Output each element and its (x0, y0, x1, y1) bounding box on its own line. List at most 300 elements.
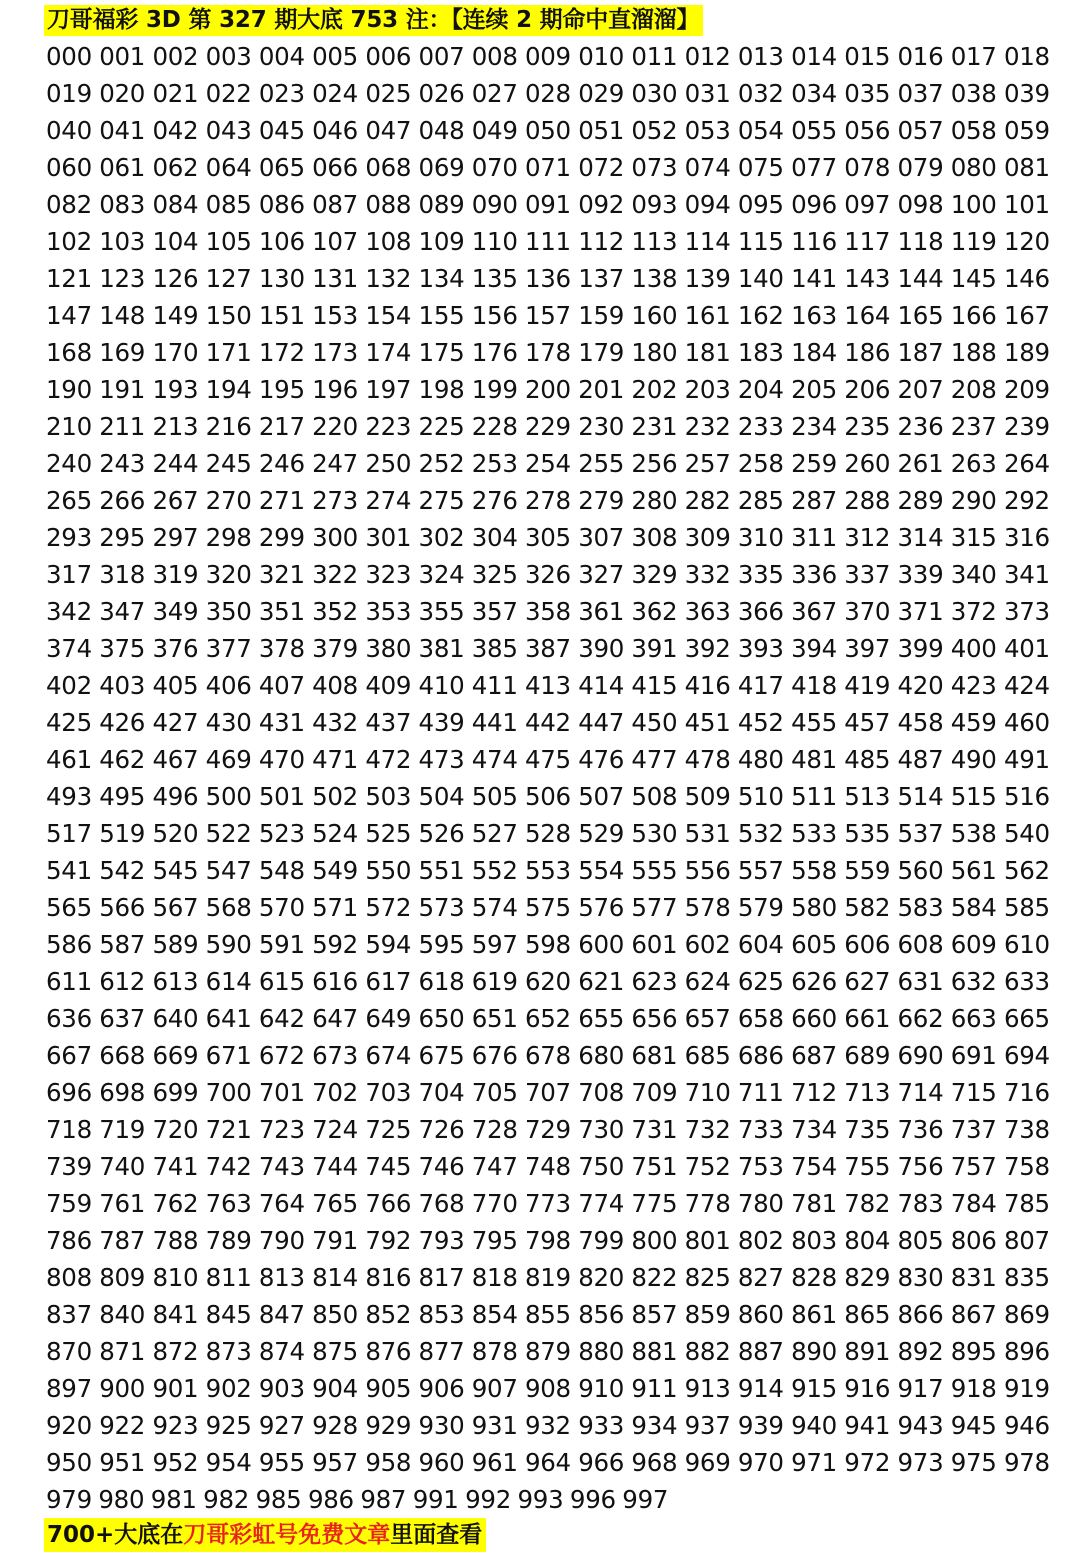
number-entry: 891 (844, 1337, 891, 1366)
number-entry: 500 (205, 782, 252, 811)
number-entry: 257 (684, 449, 731, 478)
number-entry: 811 (205, 1263, 252, 1292)
number-entry: 021 (152, 79, 199, 108)
number-entry: 059 (1003, 116, 1050, 145)
number-entry: 553 (524, 856, 571, 885)
number-entry: 347 (99, 597, 146, 626)
number-entry: 916 (844, 1374, 891, 1403)
number-entry: 878 (471, 1337, 518, 1366)
number-entry: 594 (365, 930, 412, 959)
number-entry: 800 (631, 1226, 678, 1255)
number-entry: 314 (897, 523, 944, 552)
number-entry: 755 (844, 1152, 891, 1181)
number-entry: 704 (418, 1078, 465, 1107)
number-entry: 151 (258, 301, 305, 330)
number-entry: 881 (631, 1337, 678, 1366)
number-entry: 747 (471, 1152, 518, 1181)
number-entry: 083 (99, 190, 146, 219)
number-entry: 752 (684, 1152, 731, 1181)
number-entry: 576 (578, 893, 625, 922)
number-entry: 392 (684, 634, 731, 663)
number-entry: 743 (258, 1152, 305, 1181)
number-entry: 993 (517, 1485, 564, 1514)
number-entry: 410 (418, 671, 465, 700)
number-entry: 126 (152, 264, 199, 293)
number-entry: 037 (897, 79, 944, 108)
number-entry: 740 (99, 1152, 146, 1181)
number-entry: 707 (524, 1078, 571, 1107)
number-entry: 923 (152, 1411, 199, 1440)
number-entry: 246 (258, 449, 305, 478)
number-entry: 101 (1003, 190, 1050, 219)
number-entry: 560 (897, 856, 944, 885)
number-entry: 487 (897, 745, 944, 774)
number-entry: 204 (737, 375, 784, 404)
number-entry: 733 (737, 1115, 784, 1144)
number-entry: 402 (46, 671, 92, 700)
number-entry: 103 (99, 227, 146, 256)
number-entry: 911 (631, 1374, 678, 1403)
number-entry: 511 (791, 782, 837, 811)
number-entry: 906 (418, 1374, 465, 1403)
number-entry: 009 (524, 42, 571, 71)
number-entry: 239 (1003, 412, 1050, 441)
number-entry: 138 (631, 264, 678, 293)
number-entry: 459 (950, 708, 997, 737)
number-entry: 376 (152, 634, 199, 663)
number-entry: 665 (1003, 1004, 1050, 1033)
number-entry: 825 (684, 1263, 731, 1292)
number-row (46, 556, 1050, 593)
number-entry: 723 (258, 1115, 305, 1144)
number-entry: 640 (152, 1004, 199, 1033)
number-entry: 372 (950, 597, 997, 626)
number-entry: 901 (152, 1374, 199, 1403)
number-entry: 934 (631, 1411, 678, 1440)
number-entry: 754 (791, 1152, 837, 1181)
number-entry: 375 (99, 634, 146, 663)
number-entry: 572 (365, 893, 412, 922)
number-entry: 550 (365, 856, 412, 885)
number-entry: 514 (897, 782, 944, 811)
number-entry: 930 (418, 1411, 465, 1440)
number-entry: 293 (46, 523, 92, 552)
number-entry: 460 (1003, 708, 1050, 737)
number-entry: 187 (897, 338, 944, 367)
number-row (46, 223, 1050, 260)
number-entry: 411 (471, 671, 518, 700)
number-entry: 656 (631, 1004, 678, 1033)
number-entry: 681 (631, 1041, 678, 1070)
number-entry: 234 (791, 412, 837, 441)
number-entry: 551 (418, 856, 465, 885)
number-row (46, 1000, 1050, 1037)
number-entry: 744 (312, 1152, 358, 1181)
number-entry: 992 (465, 1485, 511, 1514)
number-entry: 058 (950, 116, 997, 145)
number-entry: 172 (258, 338, 305, 367)
number-entry: 738 (1003, 1115, 1050, 1144)
number-entry: 093 (631, 190, 678, 219)
number-entry: 619 (471, 967, 518, 996)
number-entry: 195 (258, 375, 305, 404)
number-entry: 652 (524, 1004, 571, 1033)
number-entry: 285 (737, 486, 784, 515)
number-entry: 687 (791, 1041, 837, 1070)
number-entry: 280 (631, 486, 678, 515)
number-entry: 323 (365, 560, 412, 589)
number-entry: 786 (46, 1226, 92, 1255)
number-entry: 757 (950, 1152, 997, 1181)
number-entry: 822 (631, 1263, 678, 1292)
number-entry: 954 (205, 1448, 252, 1477)
number-entry: 810 (152, 1263, 199, 1292)
number-entry: 399 (897, 634, 944, 663)
number-entry: 118 (897, 227, 944, 256)
number-entry: 940 (791, 1411, 837, 1440)
number-entry: 311 (791, 523, 837, 552)
number-row (46, 1370, 1050, 1407)
number-row (46, 297, 1050, 334)
number-entry: 925 (205, 1411, 252, 1440)
number-entry: 264 (1003, 449, 1050, 478)
number-entry: 637 (99, 1004, 146, 1033)
number-entry: 377 (205, 634, 252, 663)
number-entry: 054 (737, 116, 784, 145)
number-entry: 724 (312, 1115, 358, 1144)
number-entry: 139 (684, 264, 731, 293)
number-entry: 379 (312, 634, 358, 663)
number-entry: 689 (844, 1041, 891, 1070)
number-row (46, 1037, 1050, 1074)
number-entry: 023 (258, 79, 305, 108)
number-entry: 131 (312, 264, 358, 293)
number-entry: 112 (578, 227, 625, 256)
number-entry: 096 (791, 190, 837, 219)
number-entry: 290 (950, 486, 997, 515)
number-entry: 672 (258, 1041, 305, 1070)
number-entry: 046 (312, 116, 358, 145)
number-entry: 655 (578, 1004, 625, 1033)
number-entry: 642 (258, 1004, 305, 1033)
number-entry: 715 (950, 1078, 997, 1107)
number-entry: 759 (46, 1189, 92, 1218)
number-entry: 841 (152, 1300, 199, 1329)
number-entry: 240 (46, 449, 92, 478)
number-entry: 175 (418, 338, 465, 367)
number-entry: 739 (46, 1152, 92, 1181)
number-entry: 522 (205, 819, 252, 848)
number-entry: 895 (950, 1337, 997, 1366)
number-entry: 529 (578, 819, 625, 848)
number-entry: 168 (46, 338, 92, 367)
number-entry: 397 (844, 634, 891, 663)
number-entry: 852 (365, 1300, 412, 1329)
number-entry: 024 (312, 79, 358, 108)
number-entry: 872 (152, 1337, 199, 1366)
number-entry: 327 (578, 560, 625, 589)
number-entry: 312 (844, 523, 891, 552)
number-entry: 658 (737, 1004, 784, 1033)
number-entry: 352 (312, 597, 358, 626)
number-entry: 554 (578, 856, 625, 885)
number-entry: 307 (578, 523, 625, 552)
number-entry: 979 (46, 1485, 92, 1514)
number-entry: 623 (631, 967, 678, 996)
number-entry: 783 (897, 1189, 944, 1218)
number-row (46, 630, 1050, 667)
number-entry: 975 (950, 1448, 997, 1477)
number-entry: 734 (791, 1115, 837, 1144)
number-row (46, 112, 1050, 149)
number-entry: 780 (737, 1189, 784, 1218)
number-entry: 875 (312, 1337, 358, 1366)
number-entry: 775 (631, 1189, 678, 1218)
number-entry: 089 (418, 190, 465, 219)
number-row (46, 482, 1050, 519)
number-entry: 650 (418, 1004, 465, 1033)
number-row (46, 741, 1050, 778)
number-entry: 897 (46, 1374, 92, 1403)
number-entry: 869 (1003, 1300, 1050, 1329)
number-entry: 589 (152, 930, 199, 959)
number-entry: 860 (737, 1300, 784, 1329)
number-entry: 408 (312, 671, 358, 700)
number-entry: 540 (1003, 819, 1050, 848)
number-entry: 549 (312, 856, 358, 885)
number-entry: 273 (312, 486, 358, 515)
number-entry: 231 (631, 412, 678, 441)
number-entry: 748 (524, 1152, 571, 1181)
number-entry: 496 (152, 782, 199, 811)
number-entry: 203 (684, 375, 731, 404)
number-entry: 085 (205, 190, 252, 219)
number-entry: 762 (152, 1189, 199, 1218)
number-entry: 859 (684, 1300, 731, 1329)
number-entry: 592 (312, 930, 358, 959)
number-entry: 115 (737, 227, 784, 256)
number-entry: 174 (365, 338, 412, 367)
number-entry: 315 (950, 523, 997, 552)
number-entry: 847 (258, 1300, 305, 1329)
number-entry: 355 (418, 597, 465, 626)
number-entry: 250 (365, 449, 412, 478)
number-entry: 310 (737, 523, 784, 552)
number-entry: 061 (99, 153, 146, 182)
number-entry: 447 (578, 708, 625, 737)
number-entry: 427 (152, 708, 199, 737)
number-entry: 861 (791, 1300, 837, 1329)
number-entry: 913 (684, 1374, 731, 1403)
number-entry: 817 (418, 1263, 465, 1292)
number-entry: 820 (578, 1263, 625, 1292)
number-entry: 960 (418, 1448, 465, 1477)
number-entry: 765 (312, 1189, 358, 1218)
number-entry: 575 (524, 893, 571, 922)
number-entry: 300 (312, 523, 358, 552)
number-entry: 879 (524, 1337, 571, 1366)
number-entry: 297 (152, 523, 199, 552)
number-entry: 183 (737, 338, 784, 367)
number-entry: 941 (844, 1411, 891, 1440)
number-entry: 181 (684, 338, 731, 367)
number-row (46, 963, 1050, 1000)
number-entry: 718 (46, 1115, 92, 1144)
number-entry: 073 (631, 153, 678, 182)
number-entry: 170 (152, 338, 199, 367)
number-entry: 491 (1003, 745, 1050, 774)
number-entry: 865 (844, 1300, 891, 1329)
number-entry: 958 (365, 1448, 412, 1477)
number-entry: 401 (1003, 634, 1050, 663)
number-entry: 877 (418, 1337, 465, 1366)
number-entry: 477 (631, 745, 678, 774)
number-entry: 014 (791, 42, 837, 71)
number-entry: 005 (312, 42, 358, 71)
number-entry: 007 (418, 42, 465, 71)
number-entry: 077 (791, 153, 837, 182)
footer-article-link-text: 刀哥彩虹号免费文章 (183, 1522, 391, 1548)
number-entry: 035 (844, 79, 891, 108)
number-entry: 042 (152, 116, 199, 145)
number-entry: 325 (471, 560, 518, 589)
number-entry: 097 (844, 190, 891, 219)
number-entry: 516 (1003, 782, 1050, 811)
number-entry: 840 (99, 1300, 146, 1329)
number-entry: 025 (365, 79, 412, 108)
number-entry: 787 (99, 1226, 146, 1255)
number-entry: 116 (791, 227, 837, 256)
number-entry: 232 (684, 412, 731, 441)
number-entry: 485 (844, 745, 891, 774)
number-entry: 674 (365, 1041, 412, 1070)
number-entry: 211 (99, 412, 146, 441)
number-entry: 542 (99, 856, 146, 885)
number-entry: 528 (524, 819, 571, 848)
number-entry: 004 (258, 42, 305, 71)
number-entry: 686 (737, 1041, 784, 1070)
number-entry: 062 (152, 153, 199, 182)
number-entry: 153 (312, 301, 358, 330)
number-entry: 616 (312, 967, 358, 996)
number-entry: 937 (684, 1411, 731, 1440)
number-entry: 567 (152, 893, 199, 922)
number-row (46, 1481, 1046, 1518)
number-entry: 694 (1003, 1041, 1050, 1070)
number-row (46, 1185, 1050, 1222)
number-entry: 768 (418, 1189, 465, 1218)
number-entry: 490 (950, 745, 997, 774)
number-row (46, 149, 1050, 186)
number-entry: 416 (684, 671, 731, 700)
number-entry: 920 (46, 1411, 92, 1440)
number-entry: 202 (631, 375, 678, 404)
number-entry: 966 (578, 1448, 625, 1477)
number-entry: 136 (524, 264, 571, 293)
number-entry: 469 (205, 745, 252, 774)
number-entry: 713 (844, 1078, 891, 1107)
number-entry: 508 (631, 782, 678, 811)
number-entry: 657 (684, 1004, 731, 1033)
number-entry: 798 (524, 1226, 571, 1255)
number-entry: 337 (844, 560, 891, 589)
number-entry: 065 (258, 153, 305, 182)
number-entry: 751 (631, 1152, 678, 1181)
number-entry: 611 (46, 967, 92, 996)
number-row (46, 1407, 1050, 1444)
number-entry: 720 (152, 1115, 199, 1144)
number-entry: 876 (365, 1337, 412, 1366)
number-entry: 808 (46, 1263, 92, 1292)
number-entry: 121 (46, 264, 92, 293)
number-entry: 254 (524, 449, 571, 478)
number-entry: 194 (205, 375, 252, 404)
number-entry: 176 (471, 338, 518, 367)
number-entry: 585 (1003, 893, 1050, 922)
number-entry: 902 (205, 1374, 252, 1403)
number-entry: 106 (258, 227, 305, 256)
number-entry: 041 (99, 116, 146, 145)
number-entry: 452 (737, 708, 784, 737)
number-entry: 135 (471, 264, 518, 293)
number-entry: 614 (205, 967, 252, 996)
number-entry: 001 (99, 42, 146, 71)
number-entry: 770 (471, 1189, 518, 1218)
number-entry: 006 (365, 42, 412, 71)
number-entry: 613 (152, 967, 199, 996)
number-entry: 481 (791, 745, 837, 774)
number-entry: 048 (418, 116, 465, 145)
number-entry: 461 (46, 745, 92, 774)
number-entry: 380 (365, 634, 412, 663)
number-entry: 055 (791, 116, 837, 145)
number-row (46, 815, 1050, 852)
number-entry: 186 (844, 338, 891, 367)
number-entry: 741 (152, 1152, 199, 1181)
number-entry: 201 (578, 375, 625, 404)
number-entry: 110 (471, 227, 518, 256)
number-entry: 016 (897, 42, 944, 71)
number-entry: 019 (46, 79, 92, 108)
number-entry: 702 (312, 1078, 358, 1107)
number-entry: 636 (46, 1004, 92, 1033)
number-entry: 070 (471, 153, 518, 182)
number-entry: 520 (152, 819, 199, 848)
number-entry: 631 (897, 967, 944, 996)
number-entry: 082 (46, 190, 92, 219)
number-row (46, 1333, 1050, 1370)
number-entry: 236 (897, 412, 944, 441)
number-entry: 405 (152, 671, 199, 700)
number-entry: 228 (471, 412, 518, 441)
number-entry: 038 (950, 79, 997, 108)
number-entry: 424 (1003, 671, 1050, 700)
number-entry: 394 (791, 634, 837, 663)
number-entry: 773 (524, 1189, 571, 1218)
number-entry: 814 (312, 1263, 358, 1292)
number-entry: 367 (791, 597, 837, 626)
number-entry: 795 (471, 1226, 518, 1255)
number-entry: 890 (791, 1337, 837, 1366)
number-entry: 505 (471, 782, 518, 811)
number-entry: 413 (524, 671, 571, 700)
number-entry: 968 (631, 1448, 678, 1477)
number-entry: 981 (150, 1485, 197, 1514)
number-row (46, 186, 1050, 223)
number-entry: 387 (524, 634, 571, 663)
number-entry: 932 (524, 1411, 571, 1440)
number-entry: 066 (312, 153, 358, 182)
